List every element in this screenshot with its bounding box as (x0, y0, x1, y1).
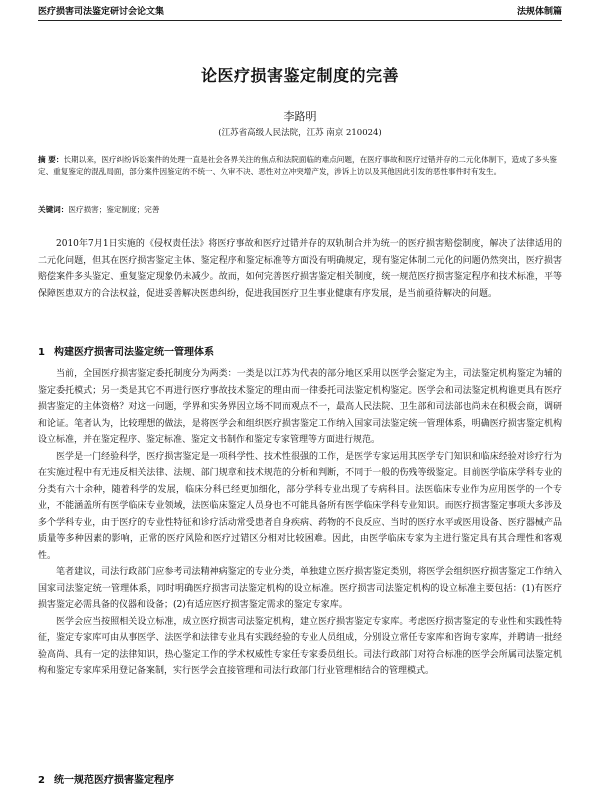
running-header-left: 医疗损害司法鉴定研讨会论文集 (38, 7, 165, 17)
section-number: 2 (38, 775, 45, 786)
author-affiliation: (江苏省高级人民法院，江苏 南京 210024) (218, 128, 382, 138)
section-title: 构建医疗损害司法鉴定统一管理体系 (54, 347, 214, 358)
intro-block (38, 236, 562, 302)
paragraph-intro: 2010年7月1日实施的《侵权责任法》将医疗事故和医疗过错并存的双轨制合并为统一的医疗损害赔偿制度，解决了法律适用的二元化问题，但其在医疗损害鉴定主体、鉴定程序和鉴定标准等方面没有明确规定，现有鉴定体制二元化的问题仍然突出，医疗损害赔偿案件多头鉴定、重复鉴定现象仍未减少。故而，如何完善医疗损害鉴定相关制度，统一规范医疗损害鉴定程序和技术标准，平等保障医患双方的合法权益，促进妥善解决医患纠纷，促进我国医疗卫生事业健康有序发展，是当前亟待解决的问题。 (38, 239, 562, 299)
section-heading-2 (38, 774, 562, 788)
section-heading-1 (38, 346, 562, 360)
paragraph: 笔者建议，司法行政部门应参考司法精神病鉴定的专业分类，单独建立医疗损害鉴定类别，将医学会组织医疗损害鉴定工作纳入国家司法鉴定统一管理体系，同时明确医疗损害司法鉴定机构的设立标准。医疗损害司法鉴定机构的设立标准主要包括：(1)有医疗损害鉴定必需具备的仪器和设备；(2)有适应医疗损害鉴定需求的鉴定专家库。 (38, 567, 562, 610)
abstract-label: 摘 要： (38, 155, 64, 164)
header-rule (38, 20, 562, 21)
section-number: 1 (38, 347, 45, 358)
running-header (38, 6, 562, 18)
paragraph: 医学是一门经验科学，医疗损害鉴定是一项科学性、技术性很强的工作，是医学专家运用其医学专门知识和临床经验对诊疗行为在实施过程中有无违反相关法律、法规、部门规章和技术规范的分析和判断，不同于一般的伤残等级鉴定。目前医学临床学科专业的分类有六十余种，随着科学的发展，临床分科已经更加细化，部分学科专业出现了专病科目。法医临床专业作为应用医学的一个专业，不能涵盖所有医学临床专业领域，法医临床鉴定人员身也不可能具备所有医学临床学科专业知识。而医疗损害鉴定事项大多涉及多个学科专业，由于医疗的专业性特征和诊疗活动常受患者自身疾病、药物的不良反应、当时的医疗水平或医用设备、医疗器械产品质量等多种因素的影响，正常的医疗风险和医疗过错区分相对比较困难。因此，由医学临床专家为主进行鉴定具有其合理性和客观性。 (38, 451, 562, 561)
keywords-text: 医疗损害；鉴定制度；完善 (68, 205, 160, 214)
paragraph: 当前，全国医疗损害鉴定委托制度分为两类：一类是以江苏为代表的部分地区采用以医学会鉴定为主，司法鉴定机构鉴定为辅的鉴定委托模式；另一类是其它不再进行医疗事故技术鉴定的理由而一律委托司法鉴定机构鉴定。医学会和司法鉴定机构谁更具有医疗损害鉴定的主体资格？对这一问题，学界和实务界因立场不同而观点不一，最高人民法院、卫生部和司法部也尚未在积极会商，调研和论证。笔者认为，比较理想的做法，是将医学会和组织医疗损害鉴定工作纳入国家司法鉴定统一管理体系，明确医疗损害鉴定机构设立标准，并在鉴定程序、鉴定标准、鉴定文书制作和鉴定专家管理等方面进行规范。 (38, 369, 562, 445)
section-1-body (38, 366, 562, 680)
abstract-text: 长期以来，医疗纠纷诉讼案件的处理一直是社会各界关注的焦点和法院面临的难点问题，在医疗事故和医疗过错并存的二元化体制下，造成了多头鉴定、重复鉴定的混乱局面，部分案件因鉴定的不统一、久审不决、恶性对立冲突增产发，涉诉上访以及其他因此引发的恶性事件时有发生。 (38, 155, 558, 176)
abstract (38, 154, 562, 178)
running-header-right: 法规体制篇 (516, 7, 562, 17)
section-title: 统一规范医疗损害鉴定程序 (54, 775, 174, 786)
author-name: 李路明 (283, 110, 317, 123)
paper-title: 论医疗损害鉴定制度的完善 (200, 66, 399, 85)
keywords (38, 204, 562, 216)
paragraph: 医学会应当按照相关设立标准，成立医疗损害司法鉴定机构，建立医疗损害鉴定专家库。考虑医疗损害鉴定的专业性和实践性特征，鉴定专家库可由从事医学、法医学和法律专业具有实践经验的专业人员组成，分别设立常任专家库和咨询专家库，并聘请一批经验高尚、具有一定的法律知识，热心鉴定工作的学术权威性专家任专家委员组长。司法行政部门对符合标准的医学会所属司法鉴定机构和鉴定专家库采用登记备案制，实行医学会直接管理和司法行政部门行业管理相结合的管理模式。 (38, 616, 562, 676)
keywords-label: 关键词： (38, 205, 69, 214)
